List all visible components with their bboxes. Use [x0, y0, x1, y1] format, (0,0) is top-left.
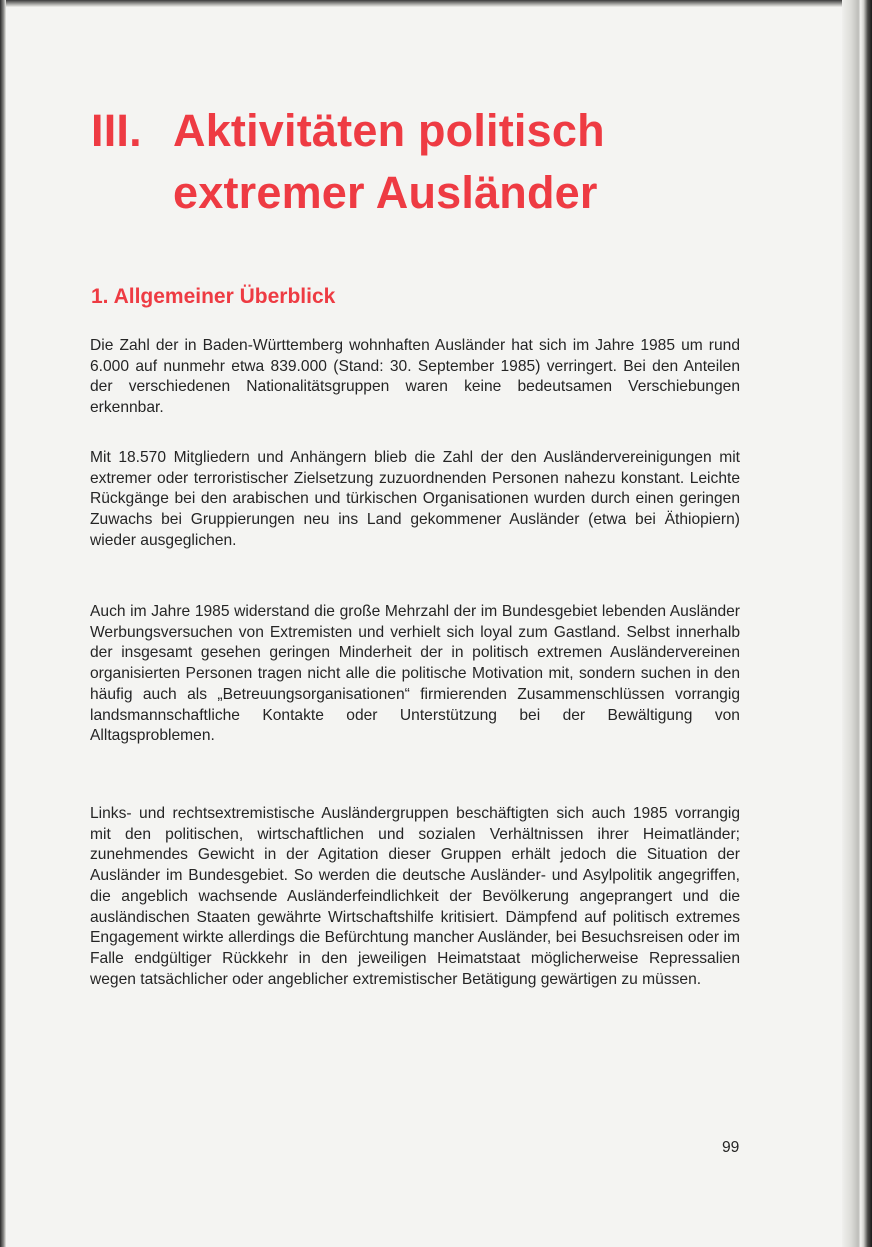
paragraph-2: Mit 18.570 Mitgliedern und Anhängern blieb die Zahl der den Ausländervereinigungen mit extremer oder terroristischer Zielsetzung zuzuordnenden Personen nahezu konstant. Leichte Rückgänge bei den arabischen und türkischen Organisationen wurden durch einen geringen Zuwachs bei Gruppierungen neu ins Land gekommener Ausländer (etwa bei Äthiopiern) wieder ausgeglichen. [90, 449, 740, 549]
chapter-numeral: III. [91, 105, 142, 156]
page-number: 99 [722, 1139, 740, 1156]
scan-edge-left [0, 0, 6, 1247]
chapter-title-line-2: extremer Ausländer [173, 167, 598, 218]
scan-edge-top [0, 0, 872, 7]
paragraph-3: Auch im Jahre 1985 widerstand die große Mehrzahl der im Bundesgebiet lebenden Ausländer Werbungsversuchen von Extremisten und verhielt sich loyal zum Gastland. Selbst innerhalb der insgesamt gesehen geringen Minderheit der in politisch extremen Ausländervereinen organisierten Personen tragen nicht alle die politische Motivation mit, sondern suchen in den häufig auch als „Betreuungsorganisationen“ firmierenden Zusammenschlüssen vorrangig landsmannschaftliche Kontakte oder Unterstützung bei der Bewältigung von Alltagsproblemen. [90, 603, 740, 745]
chapter-title-line-1: Aktivitäten politisch [173, 105, 605, 156]
paragraph-1: Die Zahl der in Baden-Württemberg wohnhaften Ausländer hat sich im Jahre 1985 um rund 6.000 auf nunmehr etwa 839.000 (Stand: 30. September 1985) verringert. Bei den Anteilen der verschiedenen Nationalitätsgruppen waren keine bedeutsamen Verschiebungen erkennbar. [90, 337, 740, 417]
paragraph-4: Links- und rechtsextremistische Ausländergruppen beschäftigten sich auch 1985 vorrangig mit den politischen, wirtschaftlichen und sozialen Verhältnissen ihrer Heimatländer; zunehmendes Gewicht in der Agitation dieser Gruppen erhält jedoch die Situation der Ausländer im Bundesgebiet. So werden die deutsche Ausländer- und Asylpolitik angegriffen, die angeblich wachsende Ausländerfeindlichkeit der Bevölkerung angeprangert und die ausländischen Staaten gewährte Wirtschaftshilfe kritisiert. Dämpfend auf politisch extremes Engagement wirkte allerdings die Befürchtung mancher Ausländer, bei Besuchsreisen oder im Falle endgültiger Rückkehr in den jeweiligen Heimatstaat möglicherweise Repressalien wegen tatsächlicher oder angeblicher extremistischer Betätigung gewärtigen zu müssen. [90, 805, 740, 988]
section-heading: 1. Allgemeiner Überblick [91, 285, 336, 308]
chapter-title [91, 100, 605, 224]
book-binding-edge [842, 0, 872, 1247]
